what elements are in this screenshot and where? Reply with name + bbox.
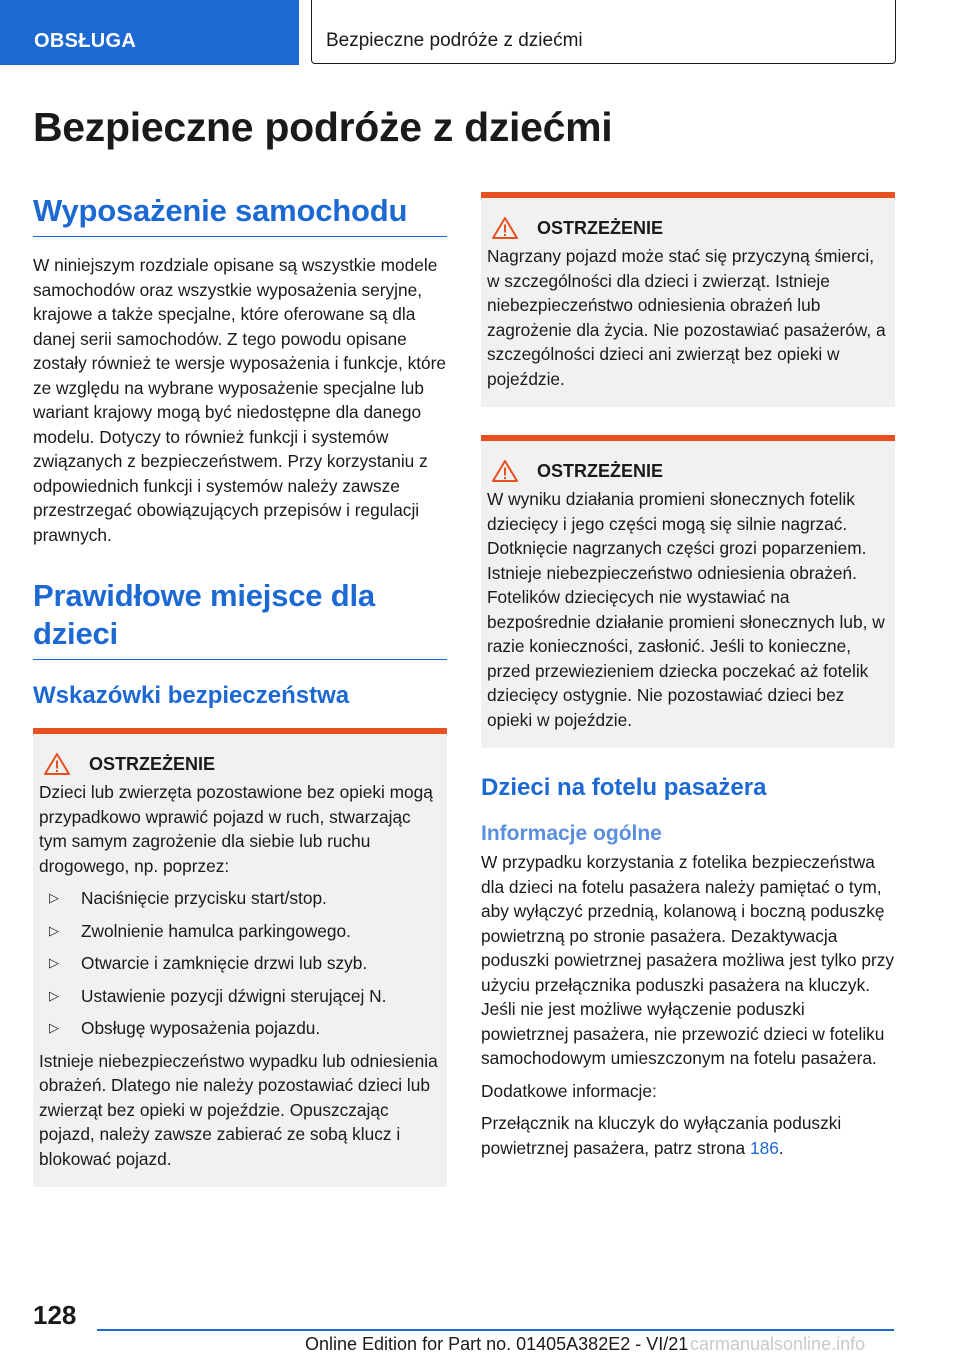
warning-box-heat [481, 192, 895, 407]
switch-text: Przełącznik na kluczyk do wyłączania poduszki powietrznej pasażera, patrz strona [481, 1113, 842, 1158]
triangle-bullet-icon: ▷ [49, 922, 59, 938]
list-item [43, 984, 441, 1009]
heading-safety-notes: Wskazówki bezpieczeństwa [33, 682, 350, 709]
chapter-header [311, 0, 896, 64]
triangle-bullet-icon: ▷ [49, 955, 59, 970]
right-column [481, 192, 895, 1160]
list-item [43, 886, 441, 911]
left-column [33, 192, 447, 1187]
heading-passenger-seat: Dzieci na fotelu pasażera [481, 774, 767, 801]
section-label: OBSŁUGA [34, 30, 137, 52]
heading-child-place: Prawidłowe miejsce dla dzieci [33, 577, 447, 660]
warning-triangle-icon [43, 752, 71, 776]
heading-equipment: Wyposażenie samochodu [33, 192, 447, 237]
warning-triangle-icon [491, 216, 519, 240]
warning-title [487, 459, 889, 483]
heading-general-info: Informacje ogólne [481, 822, 662, 845]
warning-triangle-icon [491, 459, 519, 483]
sentence-end: . [778, 1137, 784, 1158]
paragraph-equipment: W niniejszym rozdziale opisane są wszystkie modele samochodów oraz wszystkie wyposażenia seryjne, krajowe a także specjalne, które oferowane są dla danej serii samochodów. Z tego powodu opisane zostały również te wersje wyposażenia i funkcje, które ze względu na wybrane wyposażenie specjalne lub wariant krajowy mogą być niedostępne dla danego modelu. Dotyczy to również funkcji i systemów związanych z bezpieczeństwem. Przy korzystaniu z odpowiednich funkcji i systemów należy zawsze przestrzegać obowiązujących przepisów i regulacji prawnych. [33, 255, 447, 545]
list-item-text: Obsługę wyposażenia pojazdu. [81, 1018, 321, 1038]
list-item-text: Naciśnięcie przycisku start/stop. [81, 888, 327, 908]
warning-outro: Istnieje niebezpieczeństwo wypadku lub odniesienia obrażeń. Dlatego nie należy pozostawiać dzieci lub zwierząt bez opieki w pojeździe. Opuszczając pojazd, należy zawsze zabierać ze sobą klucz i blokować pojazd. [39, 1050, 438, 1169]
triangle-bullet-icon: ▷ [49, 987, 59, 1003]
list-item-text: Otwarcie i zamknięcie drzwi lub szyb. [81, 953, 368, 973]
chapter-label: Bezpieczne podróże z dziećmi [326, 30, 583, 51]
warning-text: Nagrzany pojazd może stać się przyczyną śmierci, w szczególności dla dzieci i zwierząt. Istnieje niebezpieczeństwo odniesienia obrażeń lub zagrożenie dla życia. Nie pozostawiać pasażerów, a szczególności dzieci ani zwierząt bez opieki w pojeździe. [487, 246, 886, 389]
paragraph-general: W przypadku korzystania z fotelika bezpieczeństwa dla dzieci na fotelu pasażera należy pamiętać o tym, aby wyłączyć przednią, kolanową i boczną poduszkę powietrzną po stronie pasażera. Dezaktywacja poduszki powietrznej pasażera możliwa jest tylko przy użyciu przełącznika poduszki pasażera na kluczyk. Jeśli nie jest możliwe wyłączenie poduszki powietrznej pasażera, nie przewozić dzieci w foteliku samochodowym umieszczonym na fotelu pasażera. [481, 852, 895, 1068]
footer-edition: Online Edition for Part no. 01405A382E2 - VI/21 [305, 1334, 689, 1354]
watermark: carmanualsonline.info [690, 1334, 866, 1354]
warning-title-text: OSTRZEŻENIE [89, 753, 216, 774]
list-item-text: Ustawienie pozycji dźwigni sterującej N. [81, 985, 387, 1006]
list-item [43, 919, 441, 944]
warning-box-sun [481, 435, 895, 748]
warning-title-text: OSTRZEŻENIE [537, 217, 664, 238]
list-item [43, 951, 441, 976]
section-tab [0, 0, 299, 65]
warning-title-text: OSTRZEŻENIE [537, 460, 664, 481]
warning-text: W wyniku działania promieni słonecznych fotelik dziecięcy i jego części mogą się silnie nagrzać. Dotknięcie nagrzanych części grozi poparzeniem. Istnieje niebezpieczeństwo odniesienia obrażeń. Fotelików dziecięcych nie wystawiać na bezpośrednie działanie promieni słonecznych lub, w razie konieczności, zasłonić. Jeśli to konieczne, przed przewiezieniem dziecka poczekać aż fotelik dziecięcy ostygnie. Nie pozostawiać dzieci bez opieki w pojeździe. [487, 489, 885, 730]
page-number: 128 [33, 1300, 77, 1330]
paragraph-switch [481, 1111, 895, 1160]
page-title: Bezpieczne podróże z dziećmi [33, 104, 613, 150]
warning-title [39, 752, 441, 776]
page-ref-link[interactable]: 186 [749, 1137, 779, 1158]
triangle-bullet-icon: ▷ [49, 1020, 59, 1035]
triangle-bullet-icon: ▷ [49, 890, 59, 905]
warning-box-unattended [33, 728, 447, 1187]
paragraph-additional: Dodatkowe informacje: [481, 1080, 657, 1101]
list-item [43, 1016, 441, 1041]
warning-intro: Dzieci lub zwierzęta pozostawione bez opieki mogą przypadkowo wprawić pojazd w ruch, stwarzając tym samym zagrożenie dla siebie lub ruchu drogowego, np. poprzez: [39, 782, 433, 876]
warning-title [487, 216, 889, 240]
footer-divider [97, 1329, 894, 1331]
list-item-text: Zwolnienie hamulca parkingowego. [81, 920, 351, 941]
